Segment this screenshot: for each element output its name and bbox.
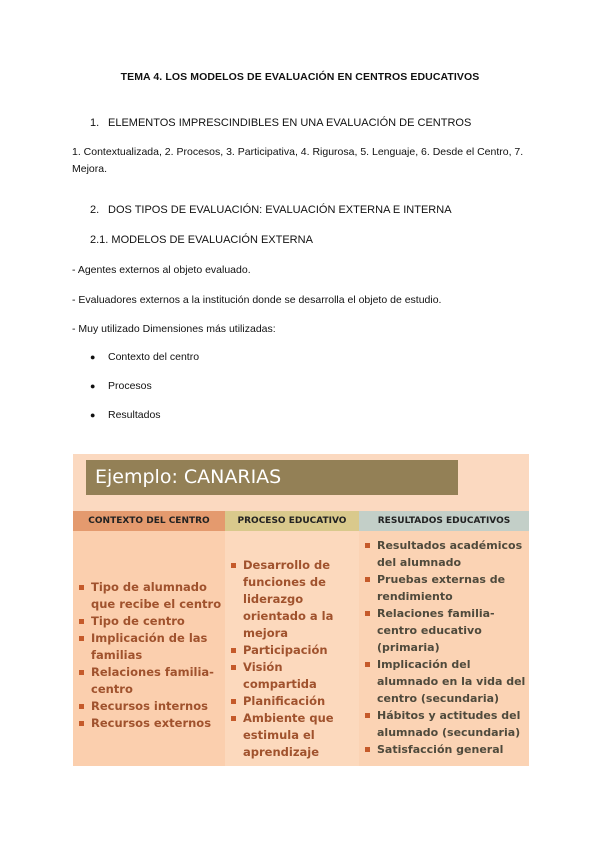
example-image	[73, 454, 529, 766]
table-cell-item	[227, 693, 355, 710]
text-line: - Muy utilizado Dimensiones más utilizadas:	[72, 323, 276, 335]
square-bullet-icon	[365, 577, 370, 582]
square-bullet-icon	[365, 662, 370, 667]
square-bullet-icon	[79, 636, 84, 641]
bullet-icon: ●	[90, 381, 96, 391]
table-cell-item	[361, 605, 529, 656]
list-item	[90, 380, 152, 392]
table-cell-item	[227, 659, 355, 693]
square-bullet-icon	[231, 665, 236, 670]
square-bullet-icon	[79, 670, 84, 675]
table-cell-item	[361, 537, 529, 571]
table-cell-item	[361, 741, 529, 758]
table-cell-item	[361, 707, 529, 741]
list-item-label: Procesos	[108, 380, 152, 392]
section-1-title: ELEMENTOS IMPRESCINDIBLES EN UNA EVALUACIÓN DE CENTROS	[108, 117, 472, 129]
square-bullet-icon	[231, 648, 236, 653]
results-list	[361, 537, 529, 758]
table-cell-text: Relaciones familia-centro educativo (primaria)	[377, 607, 495, 654]
square-bullet-icon	[79, 721, 84, 726]
process-list	[227, 557, 355, 761]
square-bullet-icon	[231, 716, 236, 721]
table-cell-text: Pruebas externas de rendimiento	[377, 573, 506, 603]
table-cell-item	[75, 698, 225, 715]
square-bullet-icon	[365, 713, 370, 718]
list-item	[90, 351, 199, 363]
example-table	[73, 511, 529, 766]
table-cell-text: Planificación	[243, 694, 326, 708]
square-bullet-icon	[231, 699, 236, 704]
table-cell-text: Tipo de centro	[91, 614, 185, 628]
table-cell-item	[361, 656, 529, 707]
table-cell-item	[75, 715, 225, 732]
table-cell-item	[75, 579, 225, 613]
text-line: - Agentes externos al objeto evaluado.	[72, 264, 251, 276]
table-cell-item	[75, 630, 225, 664]
column-context	[73, 531, 225, 766]
table-cell-text: Ambiente que estimula el aprendizaje	[243, 711, 334, 759]
square-bullet-icon	[231, 563, 236, 568]
table-cell-item	[75, 664, 225, 698]
context-list	[75, 579, 225, 732]
table-cell-item	[227, 557, 355, 642]
example-title: Ejemplo: CANARIAS	[86, 460, 458, 495]
table-cell-text: Visión compartida	[243, 660, 317, 691]
table-cell-text: Tipo de alumnado que recibe el centro	[91, 580, 222, 611]
header-results: RESULTADOS EDUCATIVOS	[359, 511, 529, 531]
table-cell-text: Resultados académicos del alumnado	[377, 539, 523, 569]
section-2-number: 2.	[90, 204, 100, 216]
section-1-number: 1.	[90, 117, 100, 129]
header-process: PROCESO EDUCATIVO	[225, 511, 359, 531]
table-cell-text: Recursos internos	[91, 699, 208, 713]
subsection-heading: 2.1. MODELOS DE EVALUACIÓN EXTERNA	[90, 234, 313, 246]
square-bullet-icon	[365, 747, 370, 752]
list-item-label: Contexto del centro	[108, 351, 200, 363]
table-cell-text: Hábitos y actitudes del alumnado (secundaria)	[377, 709, 521, 739]
column-results	[359, 531, 529, 766]
table-cell-item	[361, 571, 529, 605]
text-line: - Evaluadores externos a la institución donde se desarrolla el objeto de estudio.	[72, 294, 442, 306]
table-cell-text: Relaciones familia-centro	[91, 665, 214, 696]
square-bullet-icon	[79, 585, 84, 590]
elements-paragraph: 1. Contextualizada, 2. Procesos, 3. Participativa, 4. Rigurosa, 5. Lenguaje, 6. Desde el Centro, 7. Mejora.	[72, 146, 524, 175]
section-2-title: DOS TIPOS DE EVALUACIÓN: EVALUACIÓN EXTERNA E INTERNA	[108, 204, 452, 216]
section-1-heading	[90, 117, 471, 129]
table-cell-item	[227, 642, 355, 659]
square-bullet-icon	[365, 543, 370, 548]
table-cell-text: Implicación del alumnado en la vida del centro (secundaria)	[377, 658, 526, 705]
square-bullet-icon	[79, 619, 84, 624]
list-item	[90, 409, 161, 421]
table-cell-text: Satisfacción general	[377, 743, 504, 756]
table-cell-text: Desarrollo de funciones de liderazgo orientado a la mejora	[243, 558, 334, 640]
table-cell-item	[75, 613, 225, 630]
list-item-label: Resultados	[108, 409, 161, 421]
table-cell-text: Participación	[243, 643, 328, 657]
table-cell-text: Recursos externos	[91, 716, 212, 730]
square-bullet-icon	[79, 704, 84, 709]
table-cell-text: Implicación de las familias	[91, 631, 208, 662]
bullet-icon: ●	[90, 352, 96, 362]
column-process	[225, 531, 359, 766]
page-title: TEMA 4. LOS MODELOS DE EVALUACIÓN EN CENTROS EDUCATIVOS	[120, 71, 480, 83]
table-cell-item	[227, 710, 355, 761]
header-context: CONTEXTO DEL CENTRO	[73, 511, 225, 531]
bullet-icon: ●	[90, 410, 96, 420]
square-bullet-icon	[365, 611, 370, 616]
section-2-heading	[90, 204, 452, 216]
